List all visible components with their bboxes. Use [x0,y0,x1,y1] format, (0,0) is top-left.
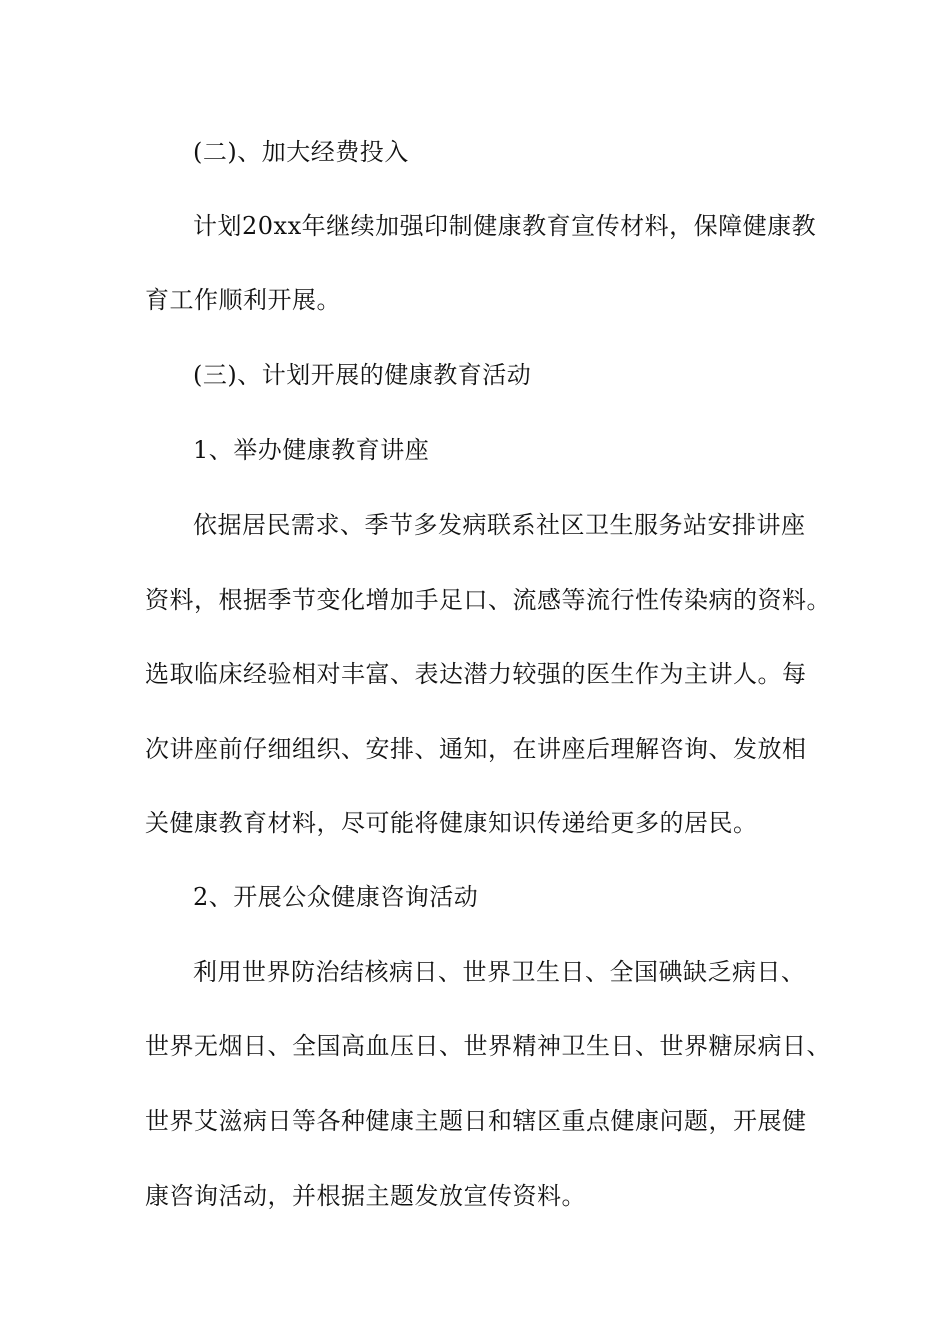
section-heading-3: (三)、计划开展的健康教育活动 [193,361,532,389]
paragraph-line: 康咨询活动，并根据主题发放宣传资料。 [145,1182,586,1210]
paragraph-line: 世界艾滋病日等各种健康主题日和辖区重点健康问题，开展健 [145,1107,807,1135]
subsection-heading-1: 1、举办健康教育讲座 [193,436,430,464]
paragraph-line: 资料，根据季节变化增加手足口、流感等流行性传染病的资料。 [145,586,831,614]
paragraph-line: 世界无烟日、全国高血压日、世界精神卫生日、世界糖尿病日、 [145,1032,831,1060]
paragraph-line: 依据居民需求、季节多发病联系社区卫生服务站安排讲座 [193,511,806,539]
section-heading-2: (二)、加大经费投入 [193,138,409,166]
paragraph-line: 利用世界防治结核病日、世界卫生日、全国碘缺乏病日、 [193,958,806,986]
paragraph-line: 计划20xx年继续加强印制健康教育宣传材料，保障健康教 [193,212,817,240]
paragraph-line: 关健康教育材料，尽可能将健康知识传递给更多的居民。 [145,809,758,837]
subsection-heading-2: 2、开展公众健康咨询活动 [193,883,479,911]
paragraph-line: 次讲座前仔细组织、安排、通知，在讲座后理解咨询、发放相 [145,735,807,763]
paragraph-line: 育工作顺利开展。 [145,286,341,314]
paragraph-line: 选取临床经验相对丰富、表达潜力较强的医生作为主讲人。每 [145,660,807,688]
